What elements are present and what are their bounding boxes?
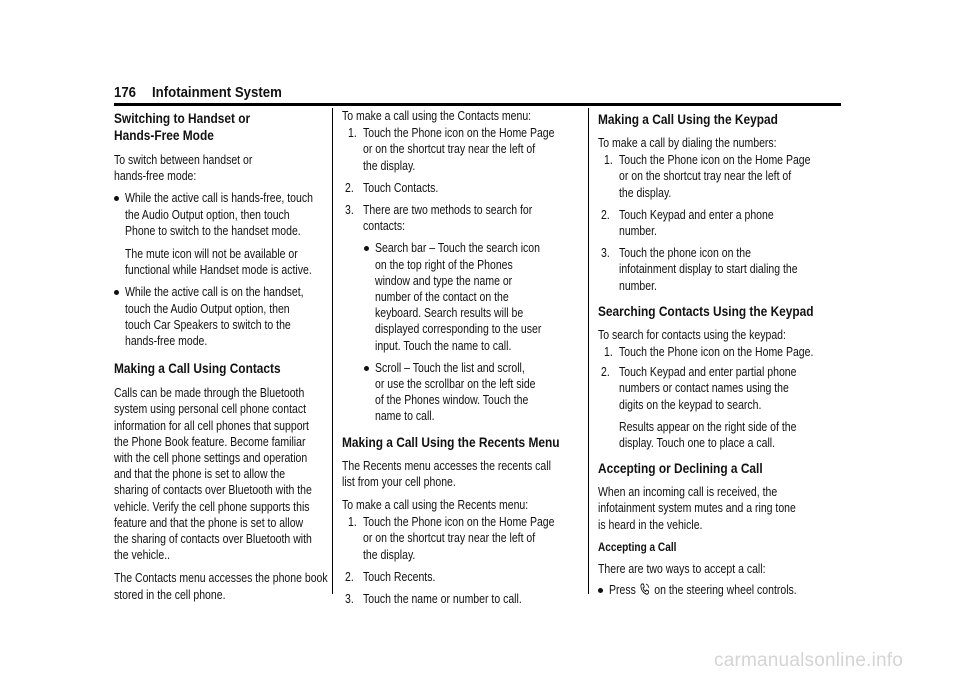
bullet-icon: [364, 366, 369, 371]
section-heading-contacts: Making a Call Using Contacts: [114, 360, 281, 377]
bullet-icon: [114, 196, 119, 201]
list-item: 3. There are two methods to search for contacts:: [345, 203, 533, 234]
list-item: While the active call is hands-free, touch the Audio Output option, then touch Phone to switch to the handset mode. The mute icon will not be available or functional while Handset mode is active.: [114, 190, 324, 278]
list-item: 3. Touch the name or number to call.: [345, 592, 522, 607]
list-item: 2. Touch Recents.: [345, 569, 436, 584]
paragraph: To switch between handset or hands-free mode:: [114, 153, 253, 184]
paragraph: Calls can be made through the Bluetooth system using personal cell phone contact information for all cell phones that support the Phone Book feature. Become familiar with the cell phone settings and operation and that the phone is set to allow the sharing of contacts over Bluetooth with the vehicle. Verify the cell phone supports this feature and that the phone is set to allow the sharing of contacts over Bluetooth with the vehicle..: [114, 386, 312, 563]
paragraph: To make a call using the Contacts menu:: [342, 109, 532, 123]
page-header: [114, 84, 841, 104]
page-title: Infotainment System: [152, 84, 282, 101]
list-item: 1. Touch the Phone icon on the Home Page or on the shortcut tray near the left of the display.: [348, 515, 555, 562]
column-2: [342, 108, 582, 607]
bullet-icon: [598, 588, 603, 593]
list-item: 1. Touch the Phone icon on the Home Page.: [604, 345, 814, 360]
section-heading-recents: Making a Call Using the Recents Menu: [342, 433, 560, 450]
list-item: Search bar – Touch the search icon on the top right of the Phones window and type the name or number of the contact on the keyboard. Search results will be displayed corresponding to the user input. Touch the name to call.: [364, 240, 582, 353]
section-heading-searching: Searching Contacts Using the Keypad: [598, 302, 814, 319]
subheading-accepting-call: Accepting a Call: [598, 539, 677, 554]
paragraph: There are two ways to accept a call:: [598, 561, 766, 576]
header-rule: [114, 103, 841, 106]
list-item: While the active call is on the handset, touch the Audio Output option, then touch Car Speakers to switch to the hands-free mode.: [114, 284, 324, 349]
column-1: [114, 108, 328, 603]
list-item: 2. Touch Contacts.: [345, 180, 439, 195]
list-item: Scroll – Touch the list and scroll, or use the scrollbar on the left side of the Phones window. Touch the name to call.: [364, 360, 582, 425]
watermark-logo: carmanualsonline.info: [714, 650, 904, 671]
list-item: Press on the steering wheel controls.: [598, 582, 846, 598]
list-item: 1. Touch the Phone icon on the Home Page or on the shortcut tray near the left of the display.: [348, 126, 555, 173]
section-heading-switching: Switching to Handset or Hands-Free Mode: [114, 110, 251, 143]
list-item: 2. Touch Keypad and enter a phone number.: [601, 207, 774, 239]
page-number: 176: [114, 84, 137, 101]
column-divider-left: [332, 108, 333, 594]
paragraph: The Contacts menu accesses the phone book stored in the cell phone.: [114, 571, 328, 602]
phone-call-icon: [640, 583, 649, 595]
bullet-icon: [364, 246, 369, 251]
paragraph: The Recents menu accesses the recents call list from your cell phone.: [342, 458, 551, 489]
bullet-icon: [114, 290, 119, 295]
column-divider-right: [588, 108, 589, 594]
section-heading-keypad: Making a Call Using the Keypad: [598, 111, 778, 127]
paragraph: To search for contacts using the keypad:: [598, 327, 786, 342]
paragraph: When an incoming call is received, the infotainment system mutes and a ring tone is heard in the vehicle.: [598, 485, 796, 532]
list-item: 1. Touch the Phone icon on the Home Page or on the shortcut tray near the left of the display.: [604, 153, 811, 200]
column-3: [598, 108, 846, 598]
list-item: 2. Touch Keypad and enter partial phone numbers or contact names using the digits on the keypad to search. Results appear on the right side of the display. Touch one to place a call.: [601, 365, 797, 451]
paragraph: To make a call using the Recents menu:: [342, 498, 529, 513]
paragraph: To make a call by dialing the numbers:: [598, 136, 777, 150]
section-heading-accepting: Accepting or Declining a Call: [598, 460, 763, 477]
list-item: 3. Touch the phone icon on the infotainment display to start dialing the number.: [601, 246, 798, 293]
